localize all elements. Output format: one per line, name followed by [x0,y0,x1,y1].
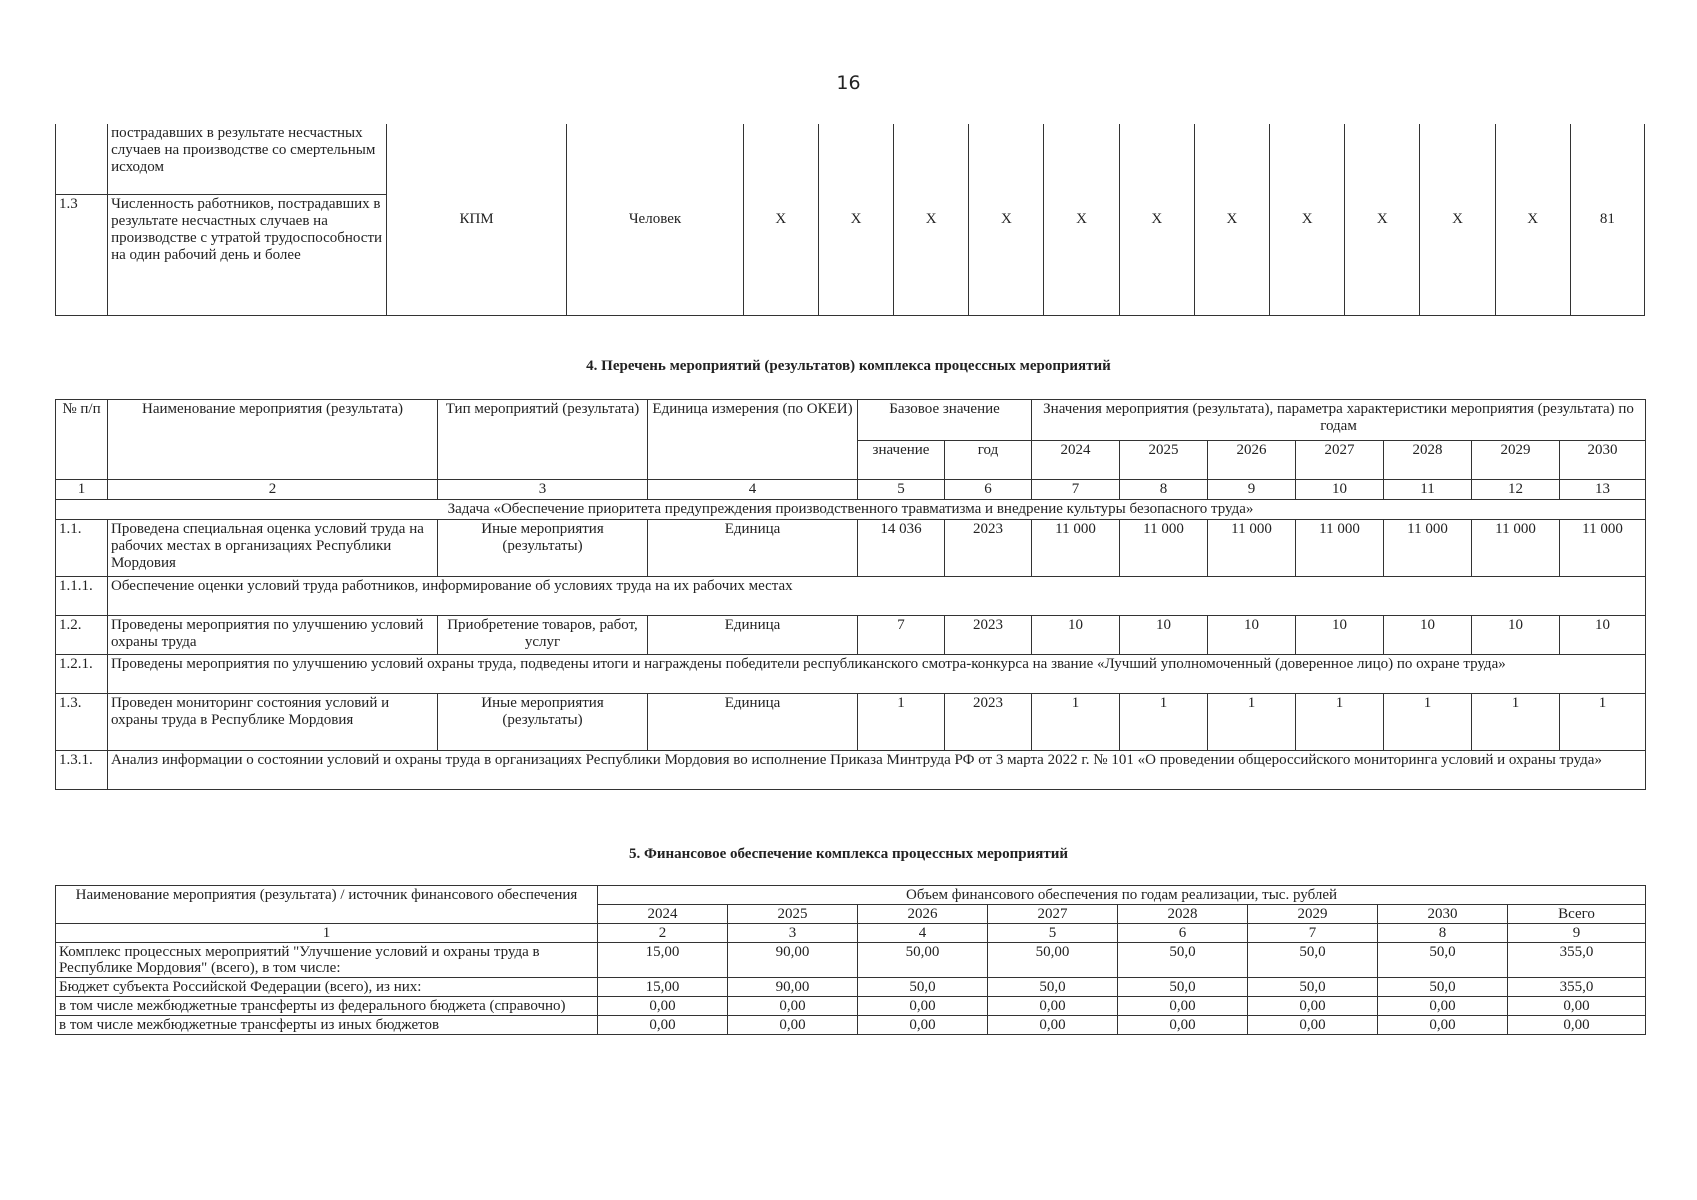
row-number: 1.3 [56,195,108,316]
finance-value: 0,00 [1378,997,1508,1016]
header-type: Тип мероприятий (результата) [438,400,648,480]
finance-value: 50,00 [988,943,1118,978]
finance-value: 0,00 [728,997,858,1016]
finance-source: в том числе межбюджетные трансферты из федерального бюджета (справочно) [56,997,598,1016]
table-row [56,978,1646,997]
year-value: 1 [1384,694,1472,751]
finance-source: в том числе межбюджетные трансферты из иных бюджетов [56,1016,598,1035]
row-number: 1.1.1. [56,577,108,616]
col-number: 7 [1248,924,1378,943]
table-row [56,997,1646,1016]
year-value: 10 [1032,616,1120,655]
indicators-table-continuation [55,124,1645,316]
sub-activity-text: Проведены мероприятия по улучшению условий охраны труда, подведены итоги и награждены победители республиканского смотра-конкурса на звание «Лучший уполномоченный (доверенное лицо) по охране труда» [108,655,1646,694]
col-number: 10 [1296,480,1384,500]
col-number: 2 [108,480,438,500]
header-name: Наименование мероприятия (результата) / источник финансового обеспечения [56,886,598,924]
finance-total: 355,0 [1508,943,1646,978]
header-year: 2028 [1384,441,1472,480]
header-values: Значения мероприятия (результата), параметра характеристики мероприятия (результата) по годам [1032,400,1646,441]
activity-name: Проведены мероприятия по улучшению условий охраны труда [108,616,438,655]
indicator-name: Численность работников, пострадавших в результате несчастных случаев на производстве с утратой трудоспособности на один рабочий день и более [108,195,387,316]
year-value: 11 000 [1032,520,1120,577]
col-number: 13 [1560,480,1646,500]
section5-title: 5. Финансовое обеспечение комплекса процессных мероприятий [629,846,1068,862]
activity-type: Иные мероприятия (результаты) [438,694,648,751]
year-value: 10 [1472,616,1560,655]
finance-value: 0,00 [1248,997,1378,1016]
base-value: 14 036 [858,520,945,577]
activity-unit: Единица [648,616,858,655]
col-number: 3 [438,480,648,500]
header-year: 2027 [988,905,1118,924]
year-value: 1 [1560,694,1646,751]
value-cell: X [894,124,969,316]
col-number: 6 [1118,924,1248,943]
header-year: 2026 [1208,441,1296,480]
finance-value: 0,00 [598,997,728,1016]
header-base-value: значение [858,441,945,480]
table-row [56,520,1646,577]
page-number: 16 [836,72,861,94]
col-number: 3 [728,924,858,943]
header-unit: Единица измерения (по ОКЕИ) [648,400,858,480]
year-value: 11 000 [1560,520,1646,577]
finance-total: 0,00 [1508,1016,1646,1035]
finance-value: 0,00 [858,997,988,1016]
year-value: 1 [1032,694,1120,751]
year-value: 11 000 [1208,520,1296,577]
header-base-year: год [945,441,1032,480]
finance-value: 0,00 [988,1016,1118,1035]
header-year: 2029 [1248,905,1378,924]
column-numbers-row [56,924,1646,943]
year-value: 1 [1296,694,1384,751]
sub-activity-text: Анализ информации о состоянии условий и охраны труда в организациях Республики Мордовия во исполнение Приказа Минтруда РФ от 3 марта 2022 г. № 101 «О проведении общероссийского мониторинга условий и охраны труда» [108,751,1646,790]
year-value: 1 [1208,694,1296,751]
finance-source: Бюджет субъекта Российской Федерации (всего), из них: [56,978,598,997]
finance-value: 50,0 [1118,978,1248,997]
finance-value: 0,00 [1118,1016,1248,1035]
col-number: 4 [858,924,988,943]
row-number [56,124,108,195]
finance-value: 0,00 [728,1016,858,1035]
col-number: 6 [945,480,1032,500]
finance-value: 50,0 [1378,978,1508,997]
column-numbers-row [56,480,1646,500]
activity-name: Проведен мониторинг состояния условий и охраны труда в Республике Мордовия [108,694,438,751]
value-cell: X [969,124,1044,316]
header-name: Наименование мероприятия (результата) [108,400,438,480]
activity-name: Проведена специальная оценка условий труда на рабочих местах в организациях Республики Мордовия [108,520,438,577]
finance-source: Комплекс процессных мероприятий "Улучшение условий и охраны труда в Республике Мордовия" (всего), в том числе: [56,943,598,978]
finance-total: 355,0 [1508,978,1646,997]
col-number: 2 [598,924,728,943]
sub-activity-text: Обеспечение оценки условий труда работников, информирование об условиях труда на их рабочих местах [108,577,1646,616]
header-year: 2028 [1118,905,1248,924]
value-cell: X [1270,124,1345,316]
finance-value: 50,00 [858,943,988,978]
finance-value: 0,00 [1118,997,1248,1016]
col-number: 8 [1378,924,1508,943]
header-year: 2025 [728,905,858,924]
header-year: 2030 [1378,905,1508,924]
finance-value: 90,00 [728,943,858,978]
section4-title: 4. Перечень мероприятий (результатов) комплекса процессных мероприятий [586,358,1111,374]
base-year: 2023 [945,694,1032,751]
value-cell: X [1495,124,1570,316]
col-number: 12 [1472,480,1560,500]
finance-value: 0,00 [1378,1016,1508,1035]
finance-value: 0,00 [988,997,1118,1016]
row-number: 1.3. [56,694,108,751]
sub-row [56,751,1646,790]
finance-value: 50,0 [1248,943,1378,978]
activity-type: Приобретение товаров, работ, услуг [438,616,648,655]
activity-type: Иные мероприятия (результаты) [438,520,648,577]
value-cell: X [1044,124,1119,316]
value-cell: X [1420,124,1495,316]
col-number: 11 [1384,480,1472,500]
activity-unit: Единица [648,694,858,751]
activities-table [55,399,1646,790]
header-num: № п/п [56,400,108,480]
task-row [56,500,1646,520]
value-cell: X [1194,124,1269,316]
finance-total: 0,00 [1508,997,1646,1016]
year-value: 10 [1560,616,1646,655]
finance-value: 50,0 [988,978,1118,997]
table-row [56,124,1645,195]
base-year: 2023 [945,616,1032,655]
col-number: 8 [1120,480,1208,500]
row-number: 1.1. [56,520,108,577]
base-year: 2023 [945,520,1032,577]
col-number: 4 [648,480,858,500]
year-value: 11 000 [1296,520,1384,577]
finance-value: 15,00 [598,978,728,997]
year-value: 10 [1384,616,1472,655]
indicator-type: КПМ [386,124,566,316]
finance-table [55,885,1646,1035]
finance-value: 15,00 [598,943,728,978]
value-cell: X [1345,124,1420,316]
header-year: 2027 [1296,441,1384,480]
table-row [56,694,1646,751]
header-year: 2029 [1472,441,1560,480]
finance-value: 0,00 [858,1016,988,1035]
year-value: 10 [1208,616,1296,655]
year-value: 11 000 [1472,520,1560,577]
value-cell: X [743,124,818,316]
col-number: 1 [56,480,108,500]
year-value: 11 000 [1384,520,1472,577]
finance-value: 50,0 [858,978,988,997]
base-value: 7 [858,616,945,655]
row-number: 1.2.1. [56,655,108,694]
prev-indicator-text: пострадавших в результате несчастных случаев на производстве со смертельным исходом [108,124,387,195]
header-year: 2024 [598,905,728,924]
sub-row [56,577,1646,616]
header-volume: Объем финансового обеспечения по годам реализации, тыс. рублей [598,886,1646,905]
header-year: 2024 [1032,441,1120,480]
finance-value: 0,00 [598,1016,728,1035]
sub-row [56,655,1646,694]
task-text: Задача «Обеспечение приоритета предупреждения производственного травматизма и внедрение культуры безопасного труда» [56,500,1646,520]
value-cell: 81 [1570,124,1644,316]
header-base: Базовое значение [858,400,1032,441]
value-cell: X [818,124,893,316]
col-number: 5 [988,924,1118,943]
finance-value: 90,00 [728,978,858,997]
year-value: 10 [1120,616,1208,655]
indicator-unit: Человек [567,124,743,316]
row-number: 1.2. [56,616,108,655]
finance-value: 50,0 [1248,978,1378,997]
year-value: 11 000 [1120,520,1208,577]
col-number: 7 [1032,480,1120,500]
header-year: 2026 [858,905,988,924]
col-number: 1 [56,924,598,943]
col-number: 9 [1208,480,1296,500]
year-value: 1 [1472,694,1560,751]
activity-unit: Единица [648,520,858,577]
row-number: 1.3.1. [56,751,108,790]
col-number: 5 [858,480,945,500]
col-number: 9 [1508,924,1646,943]
header-year: 2025 [1120,441,1208,480]
value-cell: X [1119,124,1194,316]
year-value: 10 [1296,616,1384,655]
year-value: 1 [1120,694,1208,751]
header-year: 2030 [1560,441,1646,480]
finance-value: 0,00 [1248,1016,1378,1035]
table-row [56,943,1646,978]
header-total: Всего [1508,905,1646,924]
finance-value: 50,0 [1118,943,1248,978]
table-row [56,1016,1646,1035]
table-row [56,616,1646,655]
finance-value: 50,0 [1378,943,1508,978]
base-value: 1 [858,694,945,751]
